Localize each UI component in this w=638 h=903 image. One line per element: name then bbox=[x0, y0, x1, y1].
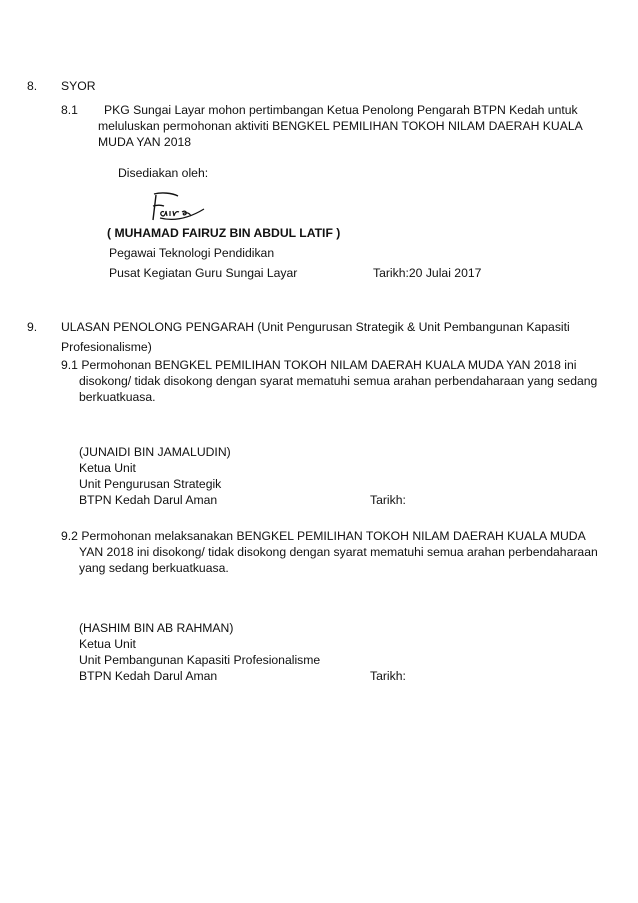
signatory-2-role: Ketua Unit bbox=[79, 637, 136, 651]
signature-image bbox=[148, 190, 206, 224]
signatory-1-date: Tarikh: bbox=[370, 493, 406, 507]
section-9-1-line-3: berkuatkuasa. bbox=[79, 390, 156, 404]
section-9-title-line-1: ULASAN PENOLONG PENGARAH (Unit Pengurusan Strategik & Unit Pembangunan Kapasiti bbox=[61, 320, 570, 334]
section-8-1-line-1: PKG Sungai Layar mohon pertimbangan Ketua Penolong Pengarah BTPN Kedah untuk bbox=[104, 103, 578, 117]
section-9-title-line-2: Profesionalisme) bbox=[61, 340, 152, 354]
preparer-position: Pegawai Teknologi Pendidikan bbox=[109, 246, 275, 260]
section-9-2-line-1: 9.2 Permohonan melaksanakan BENGKEL PEMILIHAN TOKOH NILAM DAERAH KUALA MUDA bbox=[61, 529, 586, 543]
signatory-2-name: (HASHIM BIN AB RAHMAN) bbox=[79, 621, 234, 635]
signatory-1-role: Ketua Unit bbox=[79, 461, 136, 475]
section-9-1-line-1: 9.1 Permohonan BENGKEL PEMILIHAN TOKOH NILAM DAERAH KUALA MUDA YAN 2018 ini bbox=[61, 358, 577, 372]
section-9-2-line-2: YAN 2018 ini disokong/ tidak disokong dengan syarat mematuhi semua arahan perbendaharaan bbox=[79, 545, 598, 559]
preparer-name: ( MUHAMAD FAIRUZ BIN ABDUL LATIF ) bbox=[107, 226, 341, 240]
section-8-1-line-2: meluluskan permohonan aktiviti BENGKEL PEMILIHAN TOKOH NILAM DAERAH KUALA bbox=[98, 119, 583, 133]
signatory-1-office: BTPN Kedah Darul Aman bbox=[79, 493, 218, 507]
signatory-2-date: Tarikh: bbox=[370, 669, 406, 683]
section-8-1-number: 8.1 bbox=[61, 103, 78, 117]
signatory-1-unit: Unit Pengurusan Strategik bbox=[79, 477, 222, 491]
section-9-number: 9. bbox=[27, 320, 38, 334]
section-8-1-line-3: MUDA YAN 2018 bbox=[98, 135, 192, 149]
signatory-1-name: (JUNAIDI BIN JAMALUDIN) bbox=[79, 445, 231, 459]
section-8-number: 8. bbox=[27, 79, 38, 93]
signatory-2-unit: Unit Pembangunan Kapasiti Profesionalisme bbox=[79, 653, 321, 667]
preparer-date: Tarikh:20 Julai 2017 bbox=[373, 266, 482, 280]
prepared-by-label: Disediakan oleh: bbox=[118, 166, 209, 180]
signatory-2-office: BTPN Kedah Darul Aman bbox=[79, 669, 218, 683]
section-9-1-line-2: disokong/ tidak disokong dengan syarat mematuhi semua arahan perbendaharaan yang sedang bbox=[79, 374, 598, 388]
section-8-title: SYOR bbox=[61, 79, 96, 93]
section-9-2-line-3: yang sedang berkuatkuasa. bbox=[79, 561, 229, 575]
preparer-office: Pusat Kegiatan Guru Sungai Layar bbox=[109, 266, 298, 280]
